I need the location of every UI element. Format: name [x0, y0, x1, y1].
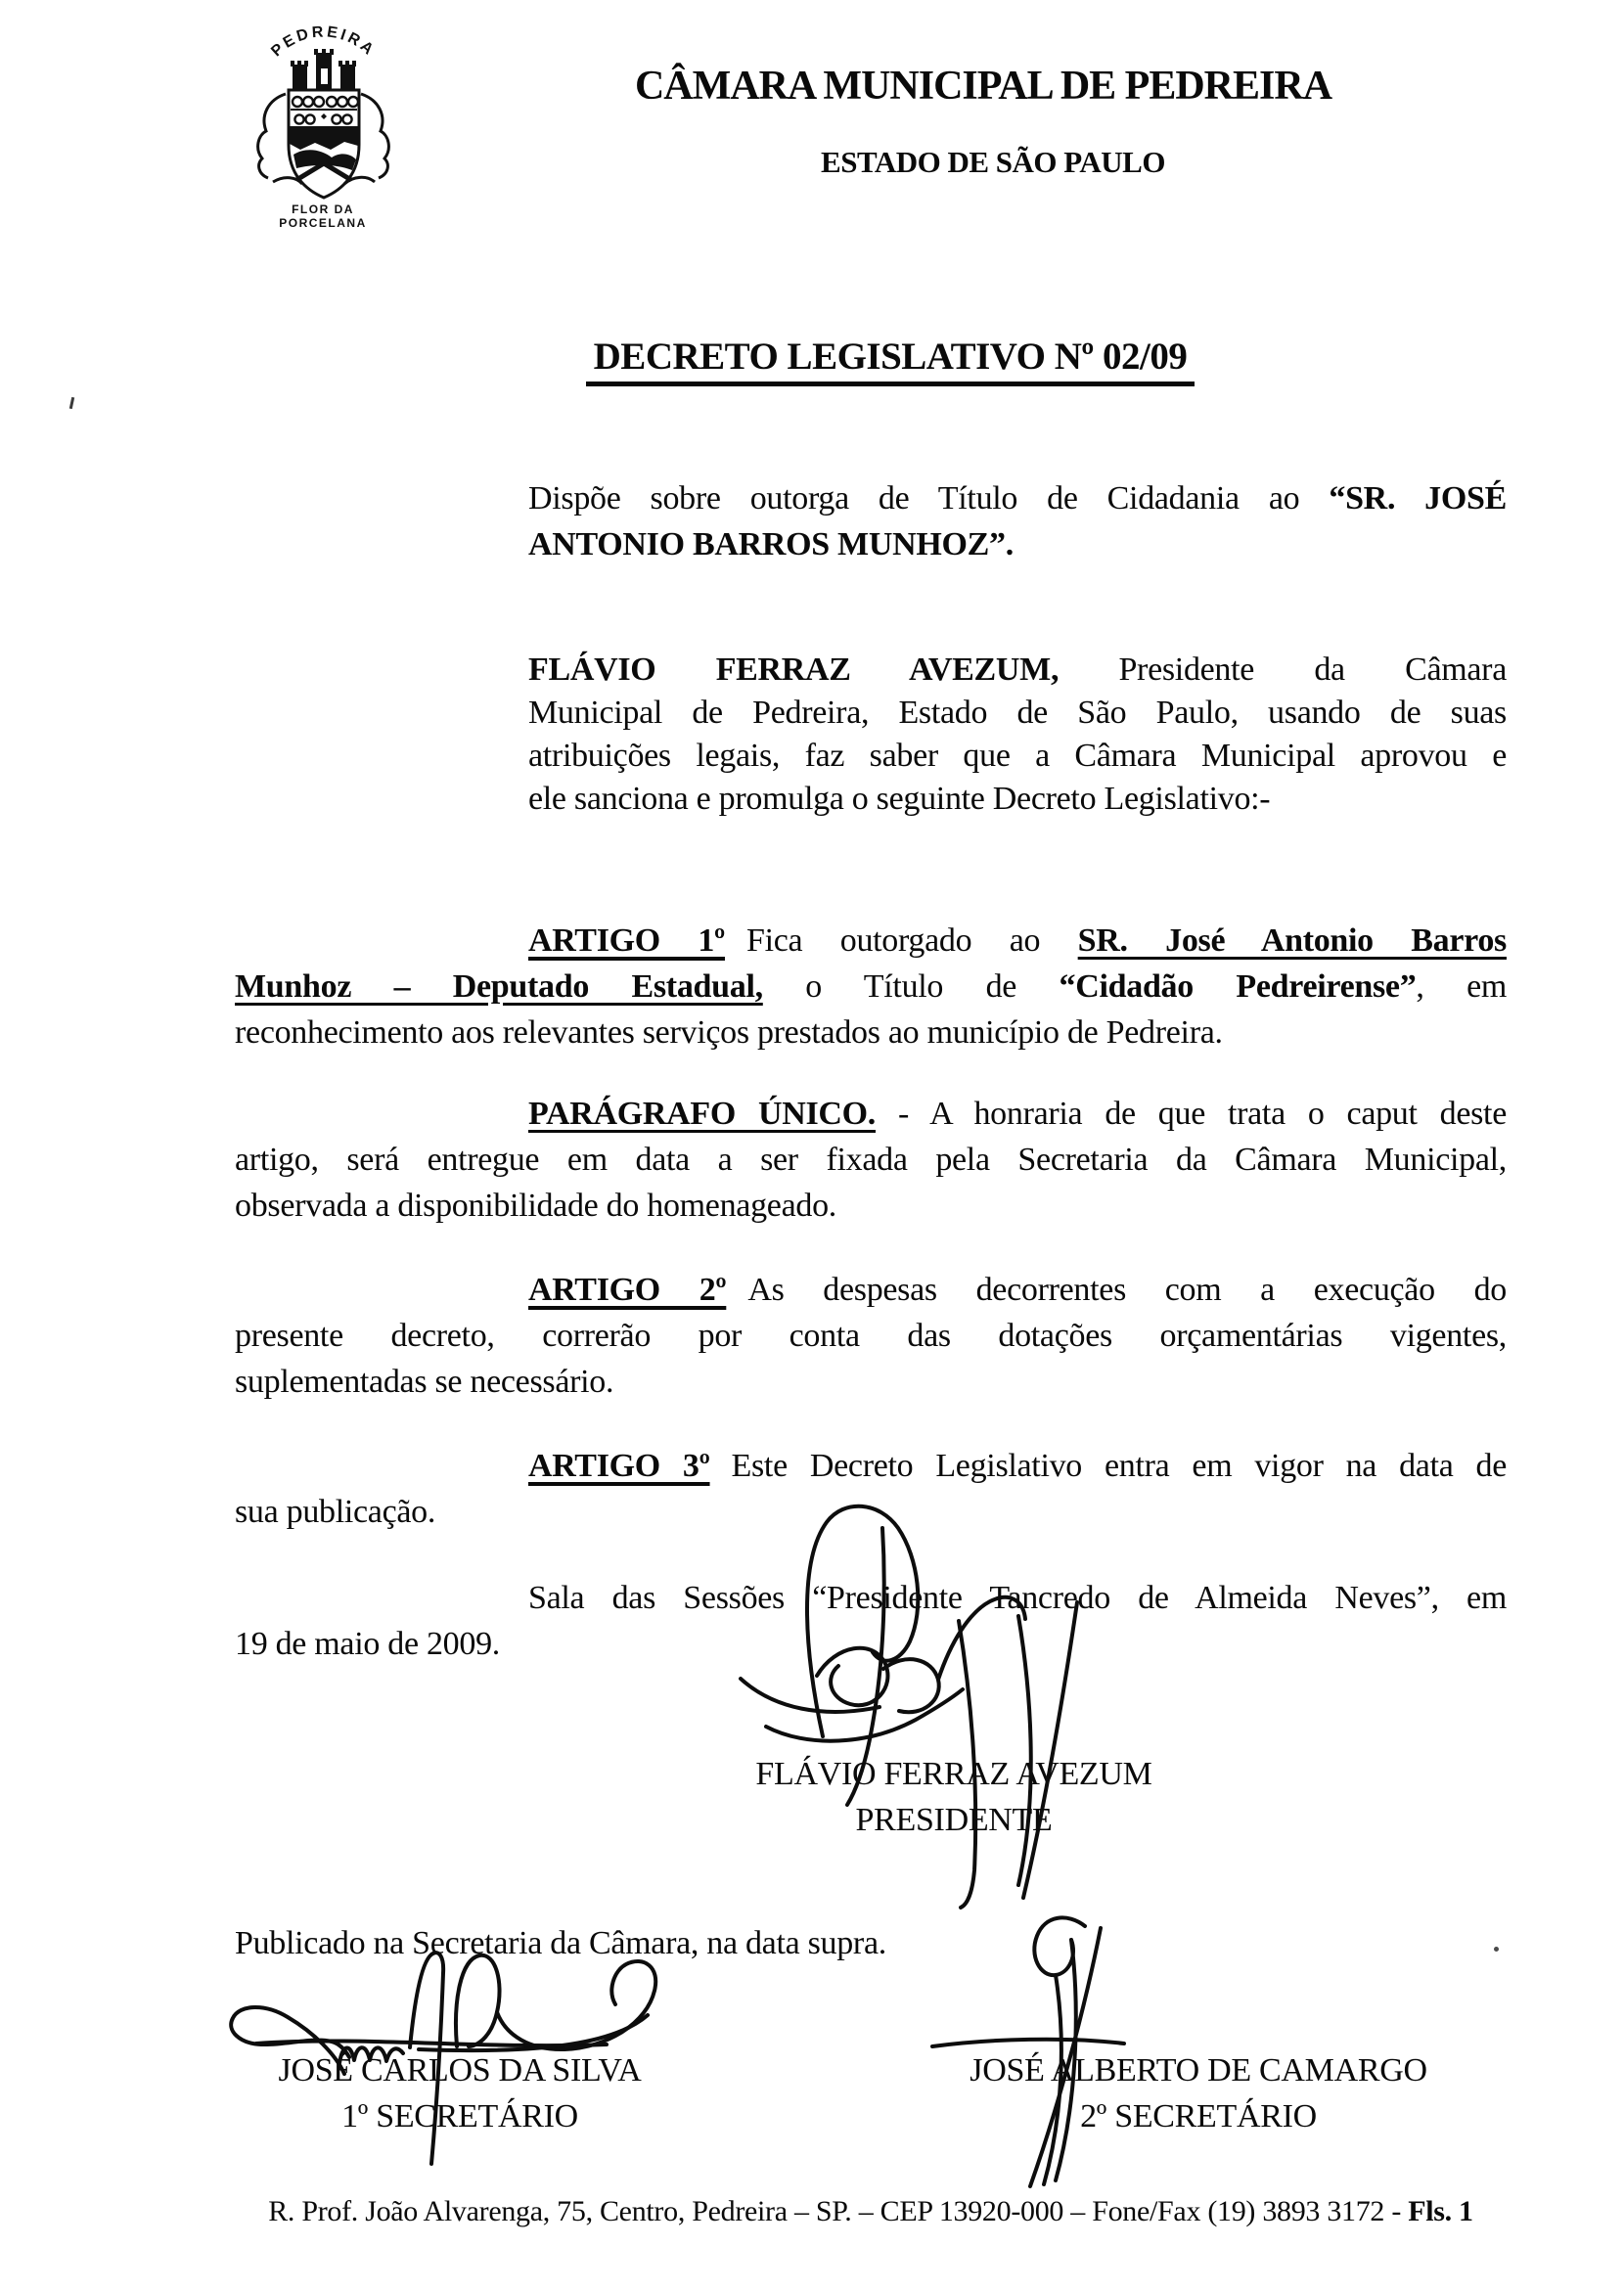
- footer-address: R. Prof. João Alvarenga, 75, Centro, Pedreira – SP. – CEP 13920-000 – Fone/Fax (19) 3893 3172 -: [268, 2195, 1409, 2227]
- sala-das-sessoes-paragraph: Sala das Sessões “Presidente Tancredo de Almeida Neves”, em 19 de maio de 2009.: [235, 1580, 1507, 1662]
- paragrafo-unico-paragraph: PARÁGRAFO ÚNICO. - A honraria de que trata o caput deste artigo, será entregue em data a ser fixada pela Secretaria da Câmara Municipal, observada a disponibilidade do homenageado.: [235, 1096, 1507, 1224]
- president-signature: [741, 1506, 1077, 1908]
- preamble-paragraph: FLÁVIO FERRAZ AVEZUM, Presidente da Câmara Municipal de Pedreira, Estado de São Paulo, usando de suas atribuições legais, faz saber que a Câmara Municipal aprovou e ele sanciona e promulga o seguinte Decreto Legislativo:-: [528, 651, 1507, 817]
- svg-text:PORCELANA: PORCELANA: [279, 216, 367, 230]
- first-secretary-role: 1º SECRETÁRIO: [341, 2098, 578, 2134]
- coat-of-arms-motto: [279, 202, 367, 230]
- decree-title: [235, 335, 1546, 386]
- castle-crown-icon: [291, 49, 356, 90]
- scan-artifact-dot: [1494, 1947, 1499, 1952]
- scan-artifact-tick: [69, 397, 74, 409]
- footer-address-line: [235, 2195, 1507, 2228]
- ementa-paragraph: Dispõe sobre outorga de Título de Cidadania ao “SR. JOSÉ ANTONIO BARROS MUNHOZ”.: [528, 480, 1508, 562]
- artigo-3-paragraph: ARTIGO 3º Este Decreto Legislativo entra em vigor na data de sua publicação.: [235, 1448, 1507, 1530]
- footer-page-number: Fls. 1: [1408, 2195, 1473, 2227]
- svg-text:FLOR DA: FLOR DA: [292, 202, 354, 216]
- president-role: PRESIDENTE: [855, 1802, 1053, 1838]
- artigo-2-paragraph: ARTIGO 2º As despesas decorrentes com a execução do presente decreto, correrão por conta das dotações orçamentárias vigentes, suplementadas se necessário.: [235, 1272, 1507, 1400]
- second-secretary-name: JOSÉ ALBERTO DE CAMARGO: [970, 2052, 1427, 2089]
- decree-title-text: DECRETO LEGISLATIVO Nº 02/09: [586, 335, 1195, 386]
- second-secretary-role: 2º SECRETÁRIO: [1080, 2098, 1317, 2134]
- organization-name: CÂMARA MUNICIPAL DE PEDREIRA: [634, 64, 1332, 109]
- state-name: ESTADO DE SÃO PAULO: [821, 145, 1165, 179]
- first-secretary-name: JOSÉ CARLOS DA SILVA: [278, 2052, 642, 2089]
- first-secretary-block: [235, 2047, 685, 2139]
- second-secretary-block: [929, 2047, 1467, 2139]
- publication-note: Publicado na Secretaria da Câmara, na data supra.: [235, 1925, 886, 1961]
- president-signature-block: [235, 1751, 1624, 1843]
- president-name: FLÁVIO FERRAZ AVEZUM: [755, 1756, 1152, 1792]
- artigo-1-paragraph: ARTIGO 1º Fica outorgado ao SR. José Antonio Barros Munhoz – Deputado Estadual, o Título de “Cidadão Pedreirense”, em reconhecimento aos relevantes serviços prestados ao município de Pedreira.: [235, 922, 1508, 1051]
- coat-of-arms: [238, 25, 409, 231]
- coat-of-arms-city-text: PEDREIRA: [268, 25, 379, 61]
